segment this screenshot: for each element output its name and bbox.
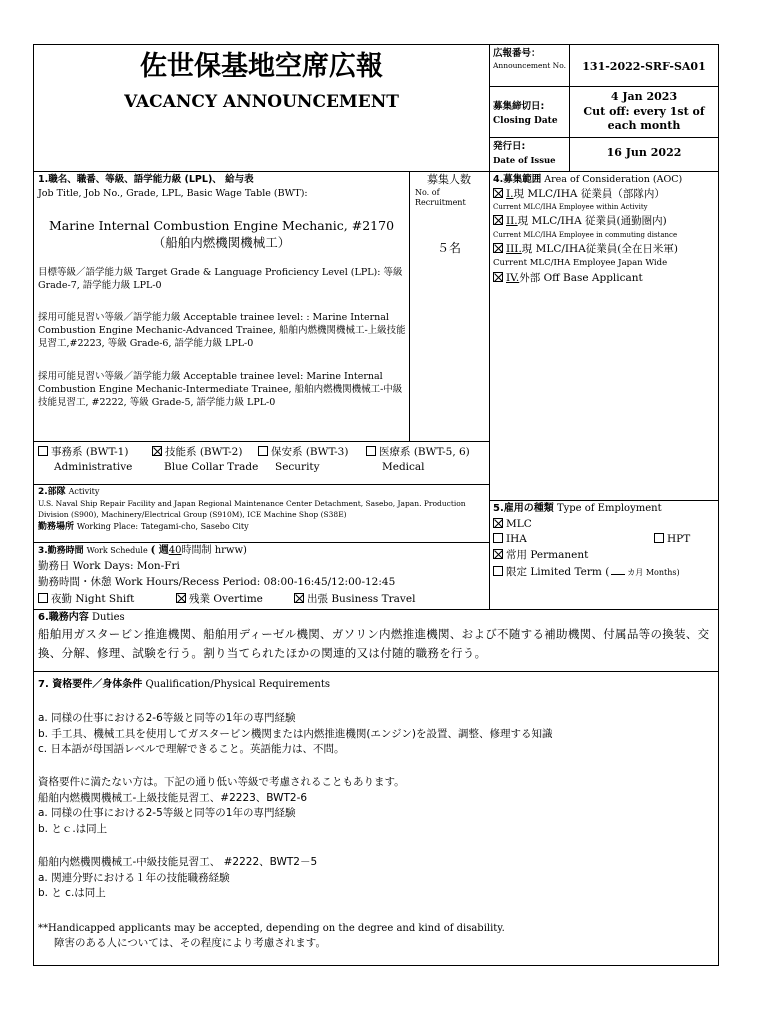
intermediate-block — [38, 855, 718, 902]
hours-value: 40 — [168, 545, 182, 556]
bwt-medical[interactable]: 医療系 (BWT-5, 6) — [366, 445, 470, 460]
recruit-label-ja: 募集人数 — [427, 173, 471, 186]
title-en: VACANCY ANNOUNCEMENT — [124, 92, 399, 112]
section2-heading: 2.部隊 Activity — [38, 487, 100, 497]
announcement-number: 131-2022-SRF-SA01 — [582, 60, 706, 73]
aoc-item-2[interactable]: II.現 MLC/IHA 従業員(通勤圏内) — [493, 214, 719, 229]
intermediate-trainee-title: 船舶内燃機関機械工-中級技能見習工、 #2222、BWT2－5 — [38, 856, 318, 868]
work-days: 勤務日 Work Days: Mon-Fri — [38, 560, 180, 572]
advanced-trainee-req-b: b. とｃ.は同上 — [38, 822, 108, 835]
business-travel-option[interactable]: 出張 Business Travel — [294, 592, 415, 607]
bwt-medical-en: Medical — [382, 461, 425, 473]
aoc-item-1-en: Current MLC/IHA Employee within Activity — [493, 203, 648, 211]
checked-box-icon[interactable] — [294, 593, 304, 603]
divider — [34, 441, 489, 442]
checked-box-icon[interactable] — [493, 215, 503, 225]
announcement-label-en: Announcement No. — [493, 61, 567, 70]
job-title-ja: （船舶内燃機関機械工） — [152, 235, 291, 250]
trainee-advanced: 採用可能見習い等級／語学能力級 Acceptable trainee level: : Marine Internal Combustion Engine Mechanic-Advanced Trainee, 船舶内燃機関機械工-上級技能見習工,#2223, 等級 Grade-6, 語学能力級 LPL-0 — [38, 312, 406, 349]
divider — [34, 171, 719, 172]
requirements-list — [38, 711, 718, 758]
divider — [34, 609, 719, 610]
requirement-a: a. 同様の仕事における2-6等級と同等の1年の専門経験 — [38, 712, 296, 724]
divider — [34, 484, 489, 485]
checkbox-icon[interactable] — [366, 446, 376, 456]
handicap-note-ja: 障害のある人については、その程度により考慮されます。 — [54, 937, 326, 949]
section3-heading: 3.勤務時間 Work Schedule ( 週40時間制 hrww) — [38, 545, 247, 556]
closing-note: Cut off: every 1st of each month — [583, 105, 705, 132]
closing-date: 4 Jan 2023 — [610, 90, 678, 103]
checked-box-icon[interactable] — [493, 243, 503, 253]
section6-heading: 6.職務内容 Duties — [38, 612, 125, 623]
announcement-label-ja: 広報番号： — [493, 48, 541, 59]
lower-grade-block — [38, 775, 718, 837]
divider — [34, 671, 719, 672]
handicap-note-en: **Handicapped applicants may be accepted, depending on the degree and kind of disability. — [38, 923, 505, 934]
aoc-item-1[interactable]: I.現 MLC/IHA 従業員（部隊内） — [493, 187, 719, 202]
trainee-intermediate: 採用可能見習い等級／語学能力級 Acceptable trainee level: Marine Internal Combustion Engine Mechanic-Intermediate Trainee, 船舶内燃機関機械工-中級技能見習工, #2222, 等級 Grade-5, 語学能力級 LPL-0 — [38, 371, 403, 408]
recruit-label-en: No. of Recruitment — [415, 188, 466, 207]
requirement-c: c. 日本語が母国語レベルで理解できること。英語能力は、不問。 — [38, 743, 345, 755]
checked-box-icon[interactable] — [493, 549, 503, 559]
aoc-item-2-en: Current MLC/IHA Employee in commuting distance — [493, 231, 678, 239]
issue-label-ja: 発行日: — [493, 141, 526, 152]
issue-label-en: Date of Issue — [493, 156, 556, 166]
section1-heading-ja: 1.職名、職番、等級、語学能力級 (LPL)、 給与表 — [38, 174, 254, 185]
divider — [489, 45, 490, 171]
section5-heading: 5.雇用の種類 Type of Employment — [493, 503, 662, 514]
checked-box-icon[interactable] — [176, 593, 186, 603]
employment-hpt[interactable]: HPT — [654, 532, 690, 547]
section7-heading: 7. 資格要件／身体条件 Qualification/Physical Requirements — [38, 679, 330, 690]
checked-box-icon[interactable] — [493, 188, 503, 198]
divider — [409, 171, 410, 441]
checkbox-icon[interactable] — [493, 533, 503, 543]
work-hours: 勤務時間・休憩 Work Hours/Recess Period: 08:00-16:45/12:00-12:45 — [38, 576, 396, 588]
vacancy-announcement-form — [33, 44, 719, 966]
checkbox-icon[interactable] — [38, 446, 48, 456]
checked-box-icon[interactable] — [493, 518, 503, 528]
requirement-b: b. 手工具、機械工具を使用してガスタービン機関または内燃推進機関(エンジン)を設置、調整、修理する知識 — [38, 727, 553, 740]
employment-mlc[interactable]: MLC — [493, 517, 532, 532]
job-title-en: Marine Internal Combustion Engine Mechanic, #2170 — [48, 218, 395, 233]
lower-grade-intro: 資格要件に満たない方は。下記の通り低い等級で考慮されることもあります。 — [38, 776, 405, 788]
aoc-item-4[interactable]: IV.外部 Off Base Applicant — [493, 271, 719, 286]
closing-label-ja: 募集締切日: — [493, 101, 545, 112]
bwt-security-en: Security — [275, 461, 320, 473]
duties-text: 船舶用ガスタービン推進機関、船舶用ディーゼル機関、ガソリン内燃推進機関、および不随する補助機関、付属品等の換装、交換、分解、修理、試験を行う。割り当てられたほかの関連的又は付随的職務を行う。 — [38, 627, 710, 660]
checkbox-icon[interactable] — [493, 566, 503, 576]
section1-heading-en: Job Title, Job No., Grade, LPL, Basic Wage Table (BWT): — [38, 188, 308, 199]
activity-text: U.S. Naval Ship Repair Facility and Japan Regional Maintenance Center Detachment, Sasebo, Japan. Production Division (S900), Machinery/Electrical Group (S910M), ICE Machine Shop (S38E) — [38, 499, 466, 519]
bwt-blue-collar[interactable]: 技能系 (BWT-2) — [152, 445, 242, 460]
aoc-item-3-en: Current MLC/IHA Employee Japan Wide — [493, 258, 668, 268]
overtime-option[interactable]: 残業 Overtime — [176, 592, 263, 607]
divider — [34, 542, 489, 543]
employment-iha[interactable]: IHA — [493, 532, 527, 547]
checkbox-icon[interactable] — [654, 533, 664, 543]
divider — [489, 86, 719, 87]
checkbox-icon[interactable] — [258, 446, 268, 456]
divider — [489, 137, 719, 138]
title-ja: 佐世保基地空席広報 — [140, 51, 383, 82]
divider — [489, 171, 490, 609]
advanced-trainee-req-a: a. 同様の仕事における2-5等級と同等の1年の専門経験 — [38, 807, 296, 819]
checked-box-icon[interactable] — [493, 272, 503, 282]
bwt-administrative-en: Administrative — [54, 461, 133, 473]
working-place: 勤務場所 Working Place: Tategami-cho, Sasebo City — [38, 522, 249, 532]
target-grade: 目標等級／語学能力級 Target Grade & Language Proficiency Level (LPL): 等級 Grade-7, 語学能力級 LPL-0 — [38, 267, 403, 291]
employment-permanent[interactable]: 常用 Permanent — [493, 548, 588, 563]
closing-label-en: Closing Date — [493, 116, 558, 126]
issue-date: 16 Jun 2022 — [606, 146, 682, 159]
aoc-item-3[interactable]: III.現 MLC/IHA従業員(全在日米軍) — [493, 242, 719, 257]
night-shift-option[interactable]: 夜勤 Night Shift — [38, 592, 134, 607]
intermediate-trainee-req-b: b. と c.は同上 — [38, 887, 106, 899]
recruit-count: ５名 — [436, 241, 461, 255]
bwt-blue-collar-en: Blue Collar Trade — [164, 461, 259, 473]
bwt-administrative[interactable]: 事務系 (BWT-1) — [38, 445, 128, 460]
employment-limited[interactable]: 限定 Limited Term ( カ月 Months) — [493, 565, 680, 580]
advanced-trainee-title: 船舶内燃機関機械工-上級技能見習工、#2223、BWT2-6 — [38, 791, 308, 804]
intermediate-trainee-req-a: a. 関連分野における１年の技能職務経験 — [38, 871, 230, 884]
divider — [489, 500, 719, 501]
section4-heading: 4.募集範囲 Area of Consideration (AOC) — [493, 174, 683, 185]
checked-box-icon[interactable] — [152, 446, 162, 456]
bwt-security[interactable]: 保安系 (BWT-3) — [258, 445, 348, 460]
checkbox-icon[interactable] — [38, 593, 48, 603]
